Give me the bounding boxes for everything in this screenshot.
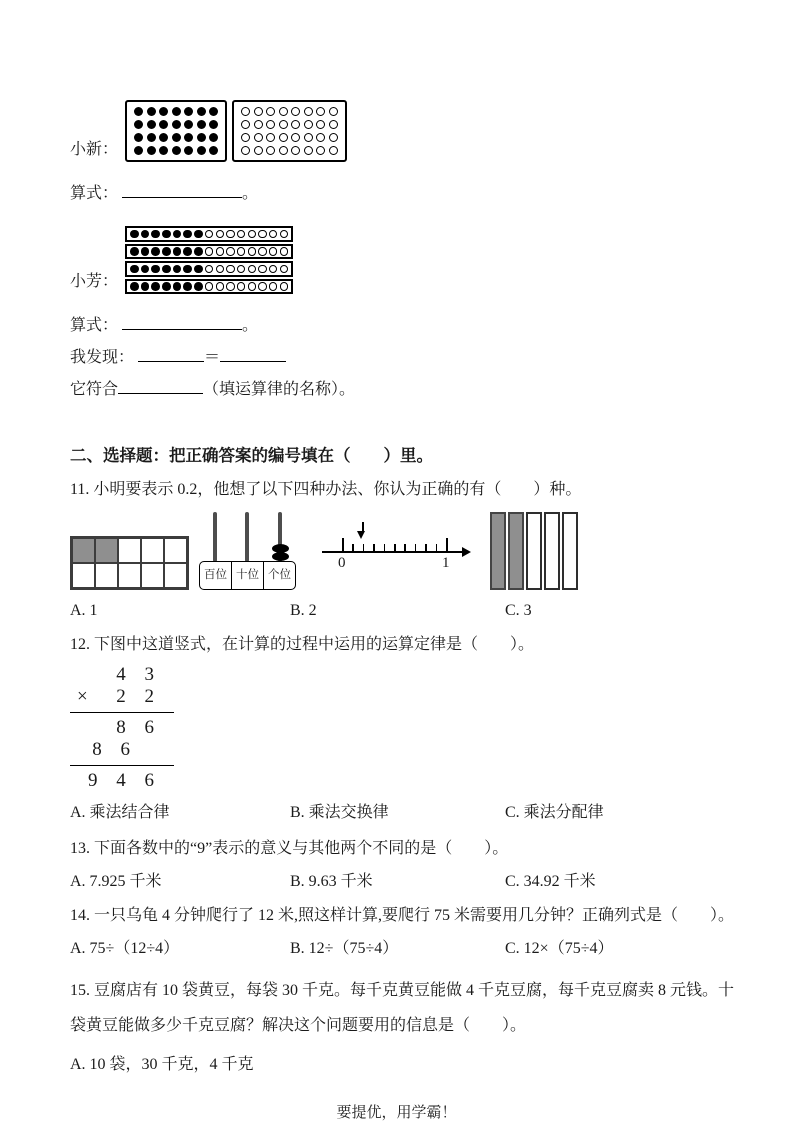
filled-dot (130, 230, 139, 239)
number-line-figure (322, 511, 474, 585)
empty-dot (258, 247, 267, 256)
shaded-bar-figure (490, 512, 578, 590)
dot-row (241, 146, 338, 155)
xiaoxin-equation-line (70, 182, 735, 206)
filled-dot (159, 133, 168, 142)
filled-dot (209, 133, 218, 142)
discover-blank-right (220, 346, 286, 362)
question-11-figures (70, 510, 735, 590)
dot-row (241, 120, 338, 129)
empty-dot (205, 265, 214, 274)
empty-dot (304, 120, 313, 129)
empty-dot (329, 107, 338, 116)
empty-dots-box (232, 100, 347, 162)
multiplier-row (70, 686, 174, 708)
abacus-rod (245, 512, 249, 562)
strip (125, 226, 293, 242)
empty-dot (269, 282, 278, 291)
dot-row (134, 120, 218, 129)
empty-dot (216, 230, 225, 239)
filled-dot (151, 265, 160, 274)
question-11-text: 11. 小明要表示 0.2，他想了以下四种办法、你认为正确的有（ ）种。 (70, 481, 582, 498)
grid-cell (72, 563, 95, 588)
empty-dot (329, 146, 338, 155)
grid-cell (95, 563, 118, 588)
grid-cell (118, 563, 141, 588)
empty-dot (216, 282, 225, 291)
filled-dot (197, 120, 206, 129)
filled-dot (183, 282, 192, 291)
question-12-options (70, 801, 735, 825)
empty-dot (266, 146, 275, 155)
empty-dot (205, 230, 214, 239)
tick-mark (373, 544, 375, 552)
empty-dot (248, 282, 257, 291)
empty-dot (316, 133, 325, 142)
filled-dot (194, 247, 203, 256)
partial-product-2: 8 6 (92, 739, 137, 760)
filled-dot (162, 265, 171, 274)
filled-dot (147, 146, 156, 155)
equation-label: 算式： (70, 185, 119, 202)
empty-dot (241, 107, 250, 116)
grid-cell (72, 538, 95, 563)
tick-mark (384, 544, 386, 552)
grid-cell (141, 538, 164, 563)
empty-dot (279, 146, 288, 155)
filled-dot (172, 120, 181, 129)
empty-dot (266, 120, 275, 129)
dot-row (134, 146, 218, 155)
filled-dot (197, 133, 206, 142)
empty-dot (205, 282, 214, 291)
conform-blank (118, 378, 203, 394)
empty-dot (241, 120, 250, 129)
filled-dot (134, 146, 143, 155)
equation-blank (122, 182, 242, 198)
question-14-text: 14. 一只乌龟 4 分钟爬行了 12 米,照这样计算,要爬行 75 米需要用几分钟？正确列式是（ ）。 (70, 907, 735, 924)
option-b: B. 乘法交换律 (290, 804, 389, 821)
multiplier: 2 2 (116, 686, 161, 707)
question-15-option-a: A. 10 袋，30 千克，4 千克 (70, 1056, 254, 1073)
filled-dot (173, 265, 182, 274)
filled-dot (173, 247, 182, 256)
empty-dot (254, 120, 263, 129)
option-a: A. 1 (70, 602, 98, 619)
conform-line (70, 378, 735, 402)
empty-dot (266, 133, 275, 142)
strip (125, 244, 293, 260)
tick-mark (404, 544, 406, 552)
filled-dot (194, 230, 203, 239)
grid-cell (164, 538, 187, 563)
rule-line (70, 712, 174, 713)
filled-dot (141, 230, 150, 239)
empty-dot (226, 282, 235, 291)
dot-row (241, 107, 338, 116)
empty-dot (279, 133, 288, 142)
xiaofang-figure-row (70, 226, 735, 294)
empty-dot (216, 265, 225, 274)
empty-dot (205, 247, 214, 256)
tick-mark (342, 538, 344, 552)
option-a: A. 乘法结合律 (70, 804, 170, 821)
tick-mark (363, 544, 365, 552)
down-arrow-icon (357, 531, 365, 539)
grid-cell (164, 563, 187, 588)
option-b: B. 2 (290, 602, 317, 619)
question-12-text: 12. 下图中这道竖式，在计算的过程中运用的运算定律是（ ）。 (70, 636, 535, 653)
filled-dot (209, 120, 218, 129)
tick-mark (415, 544, 417, 552)
empty-dot (226, 265, 235, 274)
abacus-bead (272, 552, 289, 561)
empty-dot (248, 265, 257, 274)
empty-dot (316, 107, 325, 116)
footer-slogan: 要提优，用学霸！ (336, 1105, 457, 1121)
filled-dot (134, 120, 143, 129)
tick-mark (394, 544, 396, 552)
filled-dot (209, 107, 218, 116)
product: 9 4 6 (88, 770, 161, 791)
filled-dot (151, 247, 160, 256)
empty-dot (254, 146, 263, 155)
option-c: C. 12×（75÷4） (505, 940, 614, 957)
conform-label: 它符合 (70, 381, 119, 398)
empty-dot (226, 247, 235, 256)
tick-mark (436, 544, 438, 552)
filled-dot (183, 265, 192, 274)
empty-dot (258, 282, 267, 291)
multiplicand: 4 3 (116, 664, 161, 685)
section-2-header: 二、选择题：把正确答案的编号填在（ ）里。 (70, 447, 433, 465)
xiaoxin-figure-row (70, 100, 735, 162)
question-13-text: 13. 下面各数中的“9”表示的意义与其他两个不同的是（ ）。 (70, 840, 509, 857)
discover-label: 我发现： (70, 349, 135, 366)
option-a: A. 75÷（12÷4） (70, 940, 180, 957)
abacus-figure (199, 512, 296, 590)
empty-dot (254, 107, 263, 116)
empty-dot (266, 107, 275, 116)
empty-dot (329, 133, 338, 142)
empty-dot (237, 265, 246, 274)
empty-dot (248, 230, 257, 239)
empty-dot (269, 230, 278, 239)
bar-cell (544, 512, 560, 590)
number-line-label-0: 0 (338, 555, 346, 571)
filled-dot (151, 282, 160, 291)
empty-dot (291, 120, 300, 129)
filled-dot (183, 247, 192, 256)
filled-dot (183, 230, 192, 239)
grid-cell (118, 538, 141, 563)
filled-dot (194, 282, 203, 291)
tick-mark (425, 544, 427, 552)
filled-dot (147, 107, 156, 116)
filled-dot (194, 265, 203, 274)
option-c: C. 3 (505, 602, 532, 619)
shaded-grid-figure (70, 536, 189, 590)
empty-dot (280, 247, 289, 256)
filled-dot (172, 133, 181, 142)
tick-mark (446, 538, 448, 552)
option-b: B. 12÷（75÷4） (290, 940, 399, 957)
filled-dot (173, 230, 182, 239)
filled-dot (184, 146, 193, 155)
filled-dot (209, 146, 218, 155)
empty-dot (304, 146, 313, 155)
empty-dot (237, 230, 246, 239)
filled-dot (141, 265, 150, 274)
filled-dot (184, 120, 193, 129)
empty-dot (241, 146, 250, 155)
strip (125, 279, 293, 295)
empty-dot (304, 107, 313, 116)
option-b: B. 9.63 千米 (290, 873, 373, 890)
filled-dot (130, 265, 139, 274)
empty-dot (254, 133, 263, 142)
dot-row (134, 107, 218, 116)
filled-dot (130, 247, 139, 256)
empty-dot (258, 230, 267, 239)
bar-cell (508, 512, 524, 590)
empty-dot (226, 230, 235, 239)
filled-dot (172, 146, 181, 155)
discover-blank-left (138, 346, 204, 362)
filled-dot (159, 107, 168, 116)
vertical-multiplication (70, 664, 174, 792)
filled-dot (162, 282, 171, 291)
rule-line (70, 765, 174, 766)
empty-dot (258, 265, 267, 274)
empty-dot (329, 120, 338, 129)
filled-dot (141, 247, 150, 256)
empty-dot (237, 282, 246, 291)
empty-dot (291, 133, 300, 142)
empty-dot (291, 146, 300, 155)
filled-dot (197, 107, 206, 116)
empty-dot (280, 230, 289, 239)
strips-figure (125, 226, 293, 294)
abacus-beads (272, 545, 289, 561)
empty-dot (269, 247, 278, 256)
filled-dot (134, 107, 143, 116)
xiaoxin-label: 小新： (70, 141, 119, 158)
question-14-options (70, 937, 735, 961)
equation-label: 算式： (70, 317, 119, 334)
discover-line (70, 346, 735, 370)
filled-dot (172, 107, 181, 116)
empty-dot (279, 120, 288, 129)
option-a: A. 7.925 千米 (70, 873, 162, 890)
tick-mark (352, 544, 354, 552)
empty-dot (280, 265, 289, 274)
place-value-label: 个位 (268, 569, 291, 581)
empty-dot (316, 120, 325, 129)
multiply-sign: × (77, 686, 88, 707)
filled-dot (159, 146, 168, 155)
empty-dot (291, 107, 300, 116)
period: 。 (242, 185, 259, 202)
filled-dot (197, 146, 206, 155)
filled-dot (147, 133, 156, 142)
bar-cell (562, 512, 578, 590)
question-15-text: 15. 豆腐店有 10 袋黄豆，每袋 30 千克。每千克黄豆能做 4 千克豆腐，每千克豆腐卖 8 元钱。十袋黄豆能做多少千克豆腐？解决这个问题要用的信息是（ ）。 (70, 982, 735, 1034)
filled-dot (173, 282, 182, 291)
filled-dots-box (125, 100, 227, 162)
place-value-label: 十位 (232, 562, 264, 589)
abacus-base (199, 561, 296, 590)
conform-suffix: （填运算律的名称）。 (203, 381, 356, 398)
xiaofang-label: 小芳： (70, 273, 119, 290)
filled-dot (130, 282, 139, 291)
bar-cell (526, 512, 542, 590)
empty-dot (248, 247, 257, 256)
empty-dot (279, 107, 288, 116)
period: 。 (242, 317, 259, 334)
equation-blank (122, 314, 242, 330)
filled-dot (162, 230, 171, 239)
partial-product-1: 8 6 (116, 717, 161, 738)
filled-dot (134, 133, 143, 142)
filled-dot (151, 230, 160, 239)
filled-dot (162, 247, 171, 256)
grid-cell (95, 538, 118, 563)
empty-dot (304, 133, 313, 142)
empty-dot (216, 247, 225, 256)
empty-dot (316, 146, 325, 155)
filled-dot (141, 282, 150, 291)
xiaofang-equation-line (70, 314, 735, 338)
grid-cell (141, 563, 164, 588)
strip (125, 261, 293, 277)
abacus-rod (213, 512, 217, 562)
filled-dot (147, 120, 156, 129)
question-13-options (70, 870, 735, 894)
empty-dot (269, 265, 278, 274)
filled-dot (159, 120, 168, 129)
option-c: C. 34.92 千米 (505, 873, 596, 890)
empty-dot (280, 282, 289, 291)
filled-dot (184, 133, 193, 142)
empty-dot (237, 247, 246, 256)
right-arrowhead-icon (462, 547, 471, 557)
equals-sign: ＝ (204, 349, 221, 366)
place-value-label: 百位 (200, 562, 232, 589)
question-11-options (70, 599, 735, 623)
number-line-label-1: 1 (442, 555, 450, 571)
dot-row (241, 133, 338, 142)
option-c: C. 乘法分配律 (505, 804, 604, 821)
dot-row (134, 133, 218, 142)
empty-dot (241, 133, 250, 142)
filled-dot (184, 107, 193, 116)
bar-cell (490, 512, 506, 590)
